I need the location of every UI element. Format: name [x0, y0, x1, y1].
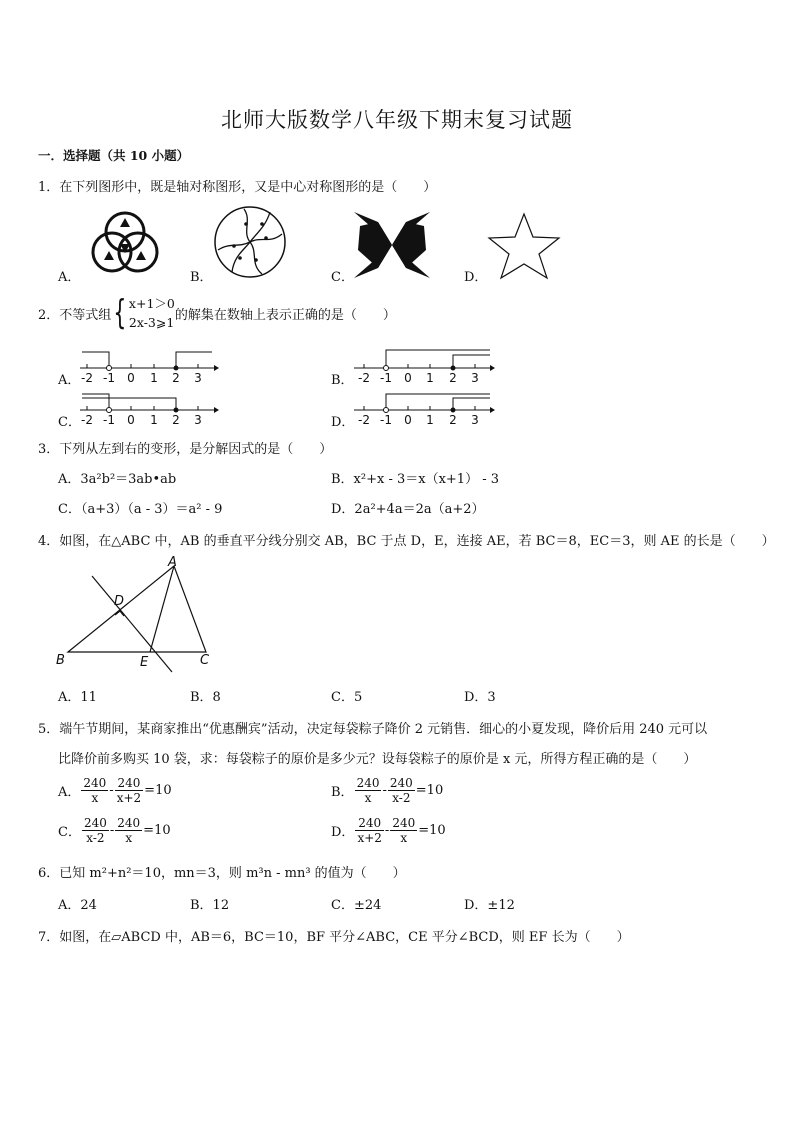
- equation-rhs: =10: [144, 783, 172, 798]
- tick-label: 2: [172, 413, 180, 427]
- q5-option-d[interactable]: D． $\frac{240}{x+2}$ - $\frac{240}{x}$ =10: [331, 816, 446, 845]
- equation-rhs: =10: [415, 783, 444, 798]
- option-label: B．: [331, 785, 354, 800]
- option-label: C．: [58, 825, 81, 840]
- question-2-stem: [38, 294, 396, 332]
- equation-rhs: =10: [418, 823, 446, 838]
- tick-label: 1: [426, 413, 434, 427]
- fraction: $\frac{240}{x-2}$: [389, 776, 413, 805]
- question-7-stem: 7．如图，在▱ABCD 中，AB＝6，BC＝10，BF 平分∠ABC，CE 平分∠BCD，则 EF 长为（ ）: [38, 930, 630, 945]
- tick-label: -2: [358, 371, 370, 385]
- q4-option-a[interactable]: A．11: [58, 690, 97, 705]
- tick-label: -2: [358, 413, 370, 427]
- q5-option-c[interactable]: C． $\frac{240}{x-2}$ - $\frac{240}{x}$ =10: [58, 816, 171, 845]
- tick-label: 0: [404, 371, 412, 385]
- tick-label: 1: [150, 413, 158, 427]
- q6-option-a[interactable]: A．24: [58, 898, 97, 913]
- tick-label: 2: [449, 371, 457, 385]
- equation-rhs: =10: [143, 823, 171, 838]
- inequality-system: [111, 294, 175, 332]
- q6-option-d[interactable]: D．±12: [464, 898, 515, 913]
- vertex-label: D: [114, 594, 125, 609]
- vertex-label: C: [200, 653, 210, 668]
- question-5-line-1: 5．端午节期间，某商家推出“优惠酬宾”活动，决定每袋粽子降价 2 元销售．细心的小夏发现，降价后用 240 元可以: [38, 722, 708, 737]
- fraction: $\frac{240}{x+2}$: [357, 816, 382, 845]
- fraction: $\frac{240}{x}$: [117, 816, 141, 845]
- fraction: $\frac{240}{x}$: [83, 776, 107, 805]
- tick-label: 3: [471, 371, 479, 385]
- page-title: 北师大版数学八年级下期末复习试题: [221, 108, 573, 132]
- vertex-label: A: [168, 555, 177, 570]
- option-label: A．: [58, 785, 81, 800]
- number-line-b: [350, 346, 496, 386]
- q1-option-c[interactable]: C．: [331, 270, 354, 285]
- triangle-figure: [54, 554, 224, 676]
- q2-stem-post: 的解集在数轴上表示正确的是（ ）: [174, 307, 396, 323]
- q3-option-b[interactable]: B．x²+x - 3＝x（x+1） - 3: [331, 472, 500, 487]
- q5-option-a[interactable]: A． $\frac{240}{x}$ - $\frac{240}{x+2}$ =10: [58, 776, 172, 805]
- q6-option-b[interactable]: B．12: [190, 898, 230, 913]
- tick-label: 2: [172, 371, 180, 385]
- option-label: D．: [331, 825, 355, 840]
- tick-label: 0: [127, 413, 135, 427]
- left-brace-icon: {: [113, 293, 127, 333]
- tick-label: 2: [449, 413, 457, 427]
- tick-label: 0: [404, 413, 412, 427]
- q1-option-a[interactable]: A．: [58, 270, 81, 285]
- number-line-d: [350, 388, 496, 428]
- triquetra-figure: [90, 206, 160, 276]
- q4-option-b[interactable]: B．8: [190, 690, 221, 705]
- tick-label: -2: [81, 371, 93, 385]
- question-3-stem: 3．下列从左到右的变形，是分解因式的是（ ）: [38, 442, 333, 457]
- fraction: $\frac{240}{x}$: [392, 816, 416, 845]
- q4-option-d[interactable]: D．3: [464, 690, 496, 705]
- inequality-line-1: x+1＞0: [128, 296, 175, 311]
- fraction: $\frac{240}{x-2}$: [83, 816, 107, 845]
- q3-option-c[interactable]: C．（a+3）（a - 3）＝a² - 9: [58, 502, 223, 517]
- q2-stem-pre: 2．不等式组: [38, 307, 112, 323]
- tick-label: 1: [426, 371, 434, 385]
- tick-label: 3: [471, 413, 479, 427]
- tick-label: 1: [150, 371, 158, 385]
- number-line-c: [76, 390, 220, 428]
- q2-option-c[interactable]: C．: [58, 415, 81, 430]
- tick-label: -1: [103, 413, 115, 427]
- four-leaf-figure: [352, 210, 432, 280]
- q4-option-c[interactable]: C．5: [331, 690, 363, 705]
- fraction: $\frac{240}{x+2}$: [116, 776, 142, 805]
- tick-label: -1: [103, 371, 115, 385]
- q2-option-b[interactable]: B．: [331, 373, 354, 388]
- tick-label: -1: [380, 371, 392, 385]
- q2-option-a[interactable]: A．: [58, 373, 81, 388]
- section-heading: 一．选择题（共 10 小题）: [38, 148, 190, 163]
- q1-option-d[interactable]: D．: [464, 270, 488, 285]
- vertex-label: E: [140, 655, 149, 670]
- q6-option-c[interactable]: C．±24: [331, 898, 382, 913]
- question-5-line-2: 比降价前多购买 10 袋，求：每袋粽子的原价是多少元？设每袋粽子的原价是 x 元，所得方程正确的是（ ）: [58, 752, 697, 767]
- tick-label: 0: [127, 371, 135, 385]
- q1-option-b[interactable]: B．: [190, 270, 213, 285]
- pinwheel-circle-figure: [212, 204, 288, 280]
- star-figure: [486, 212, 562, 280]
- question-1-stem: 1．在下列图形中，既是轴对称图形，又是中心对称图形的是（ ）: [38, 180, 437, 195]
- question-6-stem: 6．已知 m²+n²＝10，mn＝3，则 m³n - mn³ 的值为（ ）: [38, 866, 406, 881]
- tick-label: -1: [380, 413, 392, 427]
- fraction: $\frac{240}{x}$: [356, 776, 380, 805]
- tick-label: -2: [81, 413, 93, 427]
- number-line-a: [76, 348, 220, 386]
- q5-option-b[interactable]: B． $\frac{240}{x}$ - $\frac{240}{x-2}$ =10: [331, 776, 444, 805]
- vertex-label: B: [56, 653, 65, 668]
- q2-option-d[interactable]: D．: [331, 415, 355, 430]
- q3-option-d[interactable]: D．2a²+4a＝2a（a+2）: [331, 502, 485, 517]
- q3-option-a[interactable]: A．3a²b²＝3ab•ab: [58, 472, 177, 487]
- question-4-stem: 4．如图，在△ABC 中，AB 的垂直平分线分别交 AB，BC 于点 D，E，连接 AE，若 BC＝8，EC＝3，则 AE 的长是（ ）: [38, 534, 775, 549]
- tick-label: 3: [194, 371, 202, 385]
- inequality-line-2: 2x-3⩾1: [128, 315, 175, 330]
- tick-label: 3: [194, 413, 202, 427]
